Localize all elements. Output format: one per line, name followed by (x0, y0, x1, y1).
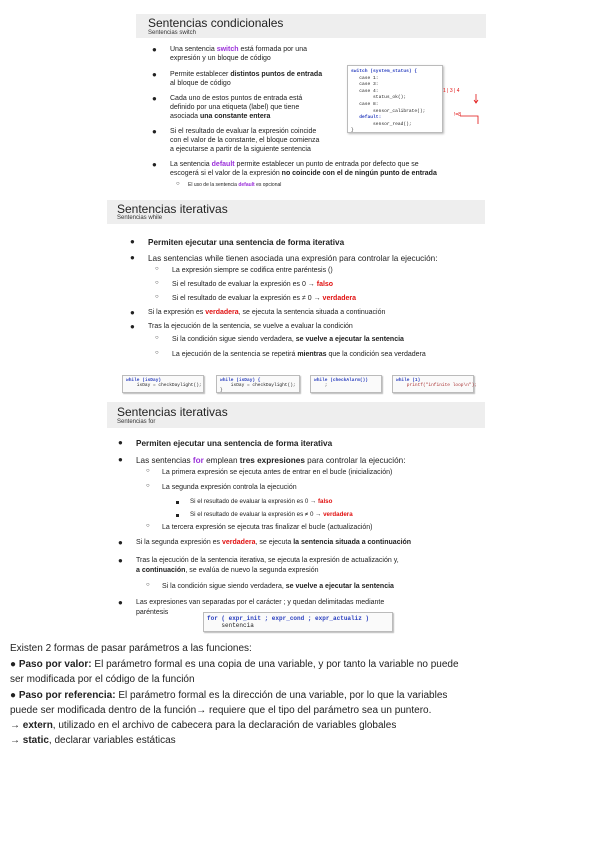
bullet-circle: ○ (155, 335, 159, 341)
paragraph-line: con el valor de la constante, el bloque comienza (170, 137, 320, 144)
paragraph-line: Las sentencias while tienen asociada una expresión para controlar la ejecución: (148, 254, 438, 263)
bold-text: no coincide con el de ningún punto de entrada (281, 170, 437, 177)
text: ● (10, 659, 19, 670)
bullet-dot: ● (118, 455, 123, 464)
text: , se evalúa de nuevo la segunda expresión (185, 567, 319, 574)
paragraph-line (170, 71, 322, 78)
bullet-circle: ○ (146, 468, 150, 474)
code-block-while-1 (122, 375, 204, 393)
text: Una sentencia (170, 46, 217, 53)
paragraph-line: La expresión siempre se codifica entre paréntesis () (172, 267, 333, 274)
bold-text: static (22, 735, 49, 746)
text: para controlar la ejecución: (304, 456, 406, 465)
paragraph-line: puede ser modificada dentro de la función→ requiere que el tipo del parámetro sea un puntero. (10, 705, 432, 716)
code-line: while (isDay) { (220, 378, 261, 383)
keyword-falso: falso (317, 498, 333, 505)
annotation-default: !=8 (454, 112, 462, 118)
bullet-dot: ● (152, 45, 157, 54)
paragraph-line (162, 583, 394, 590)
bullet-dot: ● (152, 160, 157, 169)
text: emplean (203, 456, 240, 465)
code-line: case 1: (351, 75, 379, 81)
bold-text: extern (22, 720, 53, 731)
bold-text: se vuelve a ejecutar la sentencia (295, 336, 404, 343)
text: Permite establecer (170, 71, 231, 78)
paragraph-line: Existen 2 formas de pasar parámetros a las funciones: (10, 643, 252, 654)
text: El uso de la sentencia (188, 182, 239, 188)
section-subtitle: Sentencias switch (148, 30, 197, 36)
section-header-for (107, 402, 485, 428)
text: Si la condición sigue siendo verdadera, (172, 336, 296, 343)
text: asociada (170, 113, 200, 120)
code-line: case 3: (351, 82, 379, 88)
bold-text: se vuelve a ejecutar la sentencia (285, 583, 394, 590)
bullet-circle: ○ (155, 280, 159, 286)
paragraph-line: Tras la ejecución de la sentencia iterativa, se ejecuta la expresión de actualización y, (136, 557, 399, 564)
paragraph-line (170, 170, 437, 177)
paragraph-line: Cada uno de estos puntos de entrada está (170, 95, 303, 102)
text: , declarar variables estáticas (48, 735, 176, 746)
code-line: sensor_read(); (351, 121, 412, 127)
paragraph-line (136, 567, 319, 574)
bullet-square (176, 514, 179, 517)
section-title: Sentencias iterativas (117, 405, 228, 419)
code-line: for ( expr_init ; expr_cond ; expr_actualiz ) (207, 615, 370, 622)
keyword-verdadera: verdadera (222, 539, 256, 546)
keyword-verdadera: verdadera (322, 295, 357, 302)
paragraph-line (10, 690, 447, 701)
code-line: while (isDay) (126, 378, 162, 383)
text: , se ejecuta la (238, 309, 284, 316)
text: Las sentencias (136, 456, 193, 465)
bold-text: Paso por referencia: (18, 690, 116, 701)
code-line: ; (314, 383, 328, 389)
code-line: default: (351, 115, 382, 121)
bullet-dot: ● (118, 438, 123, 447)
paragraph-line: Tras la ejecución de la sentencia, se vuelve a evaluar la condición (148, 323, 353, 330)
bullet-dot: ● (130, 322, 135, 331)
paragraph-line (188, 182, 281, 188)
code-line: sensor_calibrate(); (351, 108, 426, 114)
switch-annotation-arrows (440, 78, 480, 128)
paragraph-line: La segunda expresión controla la ejecución (162, 484, 297, 491)
text: está formada por una (238, 46, 307, 53)
code-line: } (220, 388, 223, 394)
paragraph-line (172, 295, 356, 302)
paragraph-line: ser modificada por el código de la función (10, 674, 195, 685)
bullet-circle: ○ (155, 294, 159, 300)
section-subtitle: Sentencias for (117, 419, 156, 425)
paragraph-line: expresión y un bloque de código (170, 55, 271, 62)
bold-text: mientras (297, 351, 327, 358)
code-block-for (203, 612, 393, 632)
code-line: isDay = checkDaylight(); (220, 383, 296, 389)
paragraph-line (170, 161, 419, 168)
code-block-while-2 (216, 375, 300, 393)
bullet-dot: ● (152, 94, 157, 103)
bullet-circle: ○ (176, 181, 180, 187)
section-header-condicionales (136, 14, 486, 38)
paragraph-line (190, 498, 332, 505)
bullet-dot: ● (152, 70, 157, 79)
code-line: case 4: (351, 88, 379, 94)
text: escogerá si el valor de la expresión (170, 170, 282, 177)
bullet-dot: ● (118, 556, 123, 565)
text: , utilizado en el archivo de cabecera para la declaración de variables globales (52, 720, 397, 731)
paragraph-line (172, 336, 404, 343)
paragraph-line (148, 309, 385, 316)
bullet-dot: ● (152, 127, 157, 136)
text: ● (10, 690, 19, 701)
text: Si la condición sigue siendo verdadera, (162, 583, 286, 590)
paragraph-line: al bloque de código (170, 80, 231, 87)
text: Si el resultado de evaluar la expresión es ≠ 0 → (190, 511, 324, 518)
text: El parámetro formal es la dirección de una variable, por lo que la variables (115, 690, 448, 701)
bullet-dot: ● (118, 538, 123, 547)
section-header-while (107, 200, 485, 224)
text: sentencia situada a continuación (283, 309, 386, 316)
paragraph-line (170, 46, 307, 53)
code-block-switch (347, 65, 443, 133)
keyword-switch: switch (216, 46, 239, 53)
paragraph-line (136, 539, 411, 546)
bullet-dot: ● (118, 598, 123, 607)
text: → (10, 735, 23, 746)
keyword-falso: falso (316, 281, 334, 288)
text: Si el resultado de evaluar la expresión es 0 → (172, 281, 317, 288)
bullet-circle: ○ (146, 582, 150, 588)
code-line: isDay = checkDaylight(); (126, 383, 202, 389)
text: Si el resultado de evaluar la expresión es ≠ 0 → (172, 295, 323, 302)
code-block-while-4 (392, 375, 478, 393)
code-block-while-3 (310, 375, 382, 393)
code-line: printf("infinite loop\n"); (396, 383, 478, 389)
paragraph-line (10, 659, 459, 670)
section-title: Sentencias iterativas (117, 202, 228, 216)
bold-text: la sentencia situada a continuación (293, 539, 412, 546)
keyword-default: default (238, 182, 255, 188)
code-line: while (checkAlarm()) (314, 378, 369, 383)
keyword-verdadera: verdadera (205, 309, 239, 316)
paragraph-line (10, 735, 176, 746)
bullet-circle: ○ (155, 350, 159, 356)
paragraph-line (172, 281, 333, 288)
bold-text: una constante entera (199, 113, 271, 120)
bold-text: a continuación (136, 567, 186, 574)
text: permite establecer un punto de entrada por defecto que se (234, 161, 419, 168)
keyword-for: for (192, 456, 204, 465)
paragraph-line: a ejecutarse a partir de la siguiente sentencia (170, 146, 311, 153)
text: es opcional (254, 182, 282, 188)
text: , se ejecuta (255, 539, 294, 546)
code-line: switch (system_status) { (351, 69, 418, 74)
code-line: sentencia (207, 622, 254, 629)
paragraph-line: definido por una etiqueta (label) que tiene (170, 104, 300, 111)
paragraph-line (170, 113, 270, 120)
text: Si la expresión es (148, 309, 206, 316)
bullet-dot: ● (130, 237, 135, 246)
paragraph-line (10, 720, 396, 731)
section-subtitle: Sentencias while (117, 215, 163, 221)
code-line: status_ok(); (351, 95, 407, 101)
paragraph-line: La tercera expresión se ejecuta tras finalizar el bucle (actualización) (162, 524, 373, 531)
bullet-circle: ○ (155, 266, 159, 272)
text: Si el resultado de evaluar la expresión es 0 → (190, 498, 318, 505)
bullet-dot: ● (130, 308, 135, 317)
paragraph-line (190, 511, 353, 518)
code-line: case 8: (351, 101, 379, 107)
bold-text: distintos puntos de entrada (230, 71, 323, 78)
keyword-default: default (211, 161, 235, 168)
text: que la condición sea verdadera (326, 351, 426, 358)
code-line: } (351, 128, 354, 134)
paragraph-line: La primera expresión se ejecuta antes de entrar en el bucle (inicialización) (162, 469, 393, 476)
annotation-cases: 1 | 3 | 4 (443, 88, 460, 94)
text: El parámetro formal es una copia de una variable, y por tanto la variable no puede (91, 659, 459, 670)
keyword-verdadera: verdadera (323, 511, 353, 518)
paragraph-line: Las expresiones van separadas por el carácter ; y quedan delimitadas mediante (136, 599, 385, 606)
section-title: Sentencias condicionales (148, 16, 284, 30)
code-line: while (1) (396, 378, 421, 383)
bold-text: tres expresiones (239, 456, 305, 465)
paragraph-line (136, 456, 405, 465)
paragraph-line: paréntesis (136, 609, 169, 616)
bold-text: Paso por valor: (18, 659, 92, 670)
text: → (10, 720, 23, 731)
bullet-dot: ● (130, 253, 135, 262)
bullet-circle: ○ (146, 523, 150, 529)
paragraph-line: Permiten ejecutar una sentencia de forma iterativa (136, 439, 333, 448)
text: La sentencia (170, 161, 212, 168)
text: Si la segunda expresión es (136, 539, 222, 546)
bullet-circle: ○ (146, 483, 150, 489)
bullet-square (176, 501, 179, 504)
paragraph-line: Si el resultado de evaluar la expresión coincide (170, 128, 317, 135)
paragraph-line (172, 351, 426, 358)
text: La ejecución de la sentencia se repetirá (172, 351, 298, 358)
paragraph-line: Permiten ejecutar una sentencia de forma iterativa (148, 238, 345, 247)
